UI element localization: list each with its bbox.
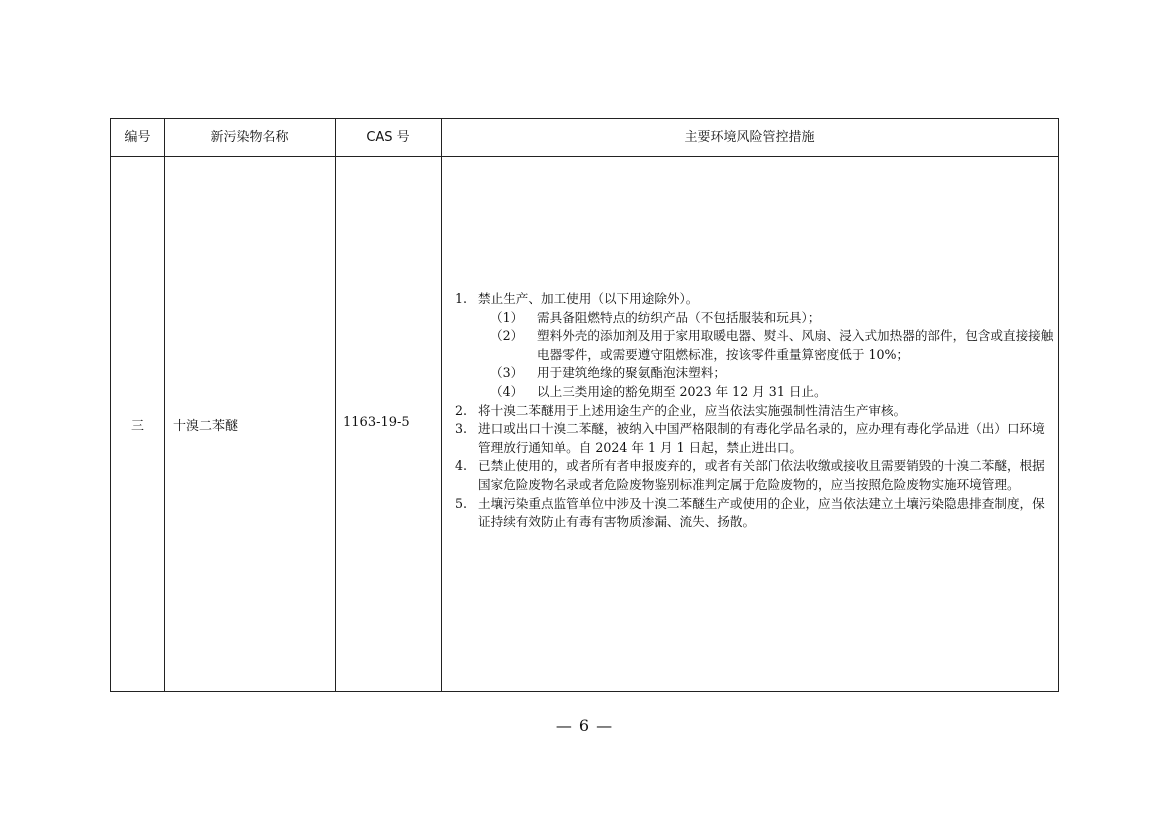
measure-text: 以上三类用途的豁免期至 2023 年 12 月 31 日止。 (537, 383, 827, 399)
measure-sub-item (455, 364, 1055, 383)
measure-number: 3. (455, 421, 468, 437)
measure-item (455, 420, 1055, 457)
measure-text: 塑料外壳的添加剂及用于家用取暖电器、熨斗、风扇、浸入式加热器的部件，包含或直接接触电器零件，或需要遵守阻燃标准，按该零件重量算密度低于 10%； (537, 328, 1054, 362)
measure-number: （4） (490, 383, 524, 399)
measure-text: 进口或出口十溴二苯醚，被纳入中国严格限制的有毒化学品名录的，应办理有毒化学品进（出）口环境管理放行通知单。自 2024 年 1 月 1 日起，禁止进出口。 (478, 421, 1045, 455)
measure-item (455, 290, 1055, 309)
measure-text: 用于建筑绝缘的聚氨酯泡沫塑料； (537, 365, 726, 381)
measure-number: （3） (490, 365, 524, 381)
measure-text: 已禁止使用的，或者所有者申报废弃的，或者有关部门依法收缴或接收且需要销毁的十溴二苯醚，根据国家危险废物名录或者危险废物鉴别标准判定属于危险废物的，应当按照危险废物实施环境管理。 (478, 458, 1045, 492)
measure-sub-item (455, 383, 1055, 402)
measure-number: 4. (455, 458, 468, 474)
header-name: 新污染物名称 (210, 130, 289, 145)
measure-number: （2） (490, 328, 524, 344)
measure-text: 需具备阻燃特点的纺织产品（不包括服装和玩具）； (537, 309, 821, 325)
measure-number: （1） (490, 309, 524, 325)
measure-text: 土壤污染重点监管单位中涉及十溴二苯醚生产或使用的企业，应当依法建立土壤污染隐患排查制度，保证持续有效防止有毒有害物质渗漏、流失、扬散。 (478, 495, 1045, 530)
measure-text: 将十溴二苯醚用于上述用途生产的企业，应当依法实施强制性清洁生产审核。 (478, 402, 907, 418)
column-divider (335, 119, 336, 691)
measure-item (455, 495, 1055, 532)
measures-list (455, 290, 1055, 532)
measure-item (455, 457, 1055, 494)
measure-item (455, 402, 1055, 421)
measure-number: 2. (455, 402, 468, 418)
table-header-row (111, 119, 1058, 157)
measure-sub-item (455, 327, 1055, 364)
measure-text: 禁止生产、加工使用（以下用途除外）。 (478, 291, 699, 306)
page-number: — 6 — (555, 716, 614, 735)
measure-sub-item (455, 309, 1055, 328)
header-measures: 主要环境风险管控措施 (684, 130, 815, 145)
column-divider (164, 119, 165, 691)
risk-control-table (110, 118, 1059, 692)
column-divider (441, 119, 442, 691)
row-cas-number: 1163-19-5 (343, 415, 410, 430)
measure-number: 5. (455, 495, 468, 511)
header-cas: CAS 号 (366, 130, 410, 145)
row-no: 三 (130, 419, 144, 434)
row-pollutant-name: 十溴二苯醚 (173, 419, 239, 434)
header-no: 编号 (124, 130, 151, 145)
measure-number: 1. (455, 291, 468, 306)
